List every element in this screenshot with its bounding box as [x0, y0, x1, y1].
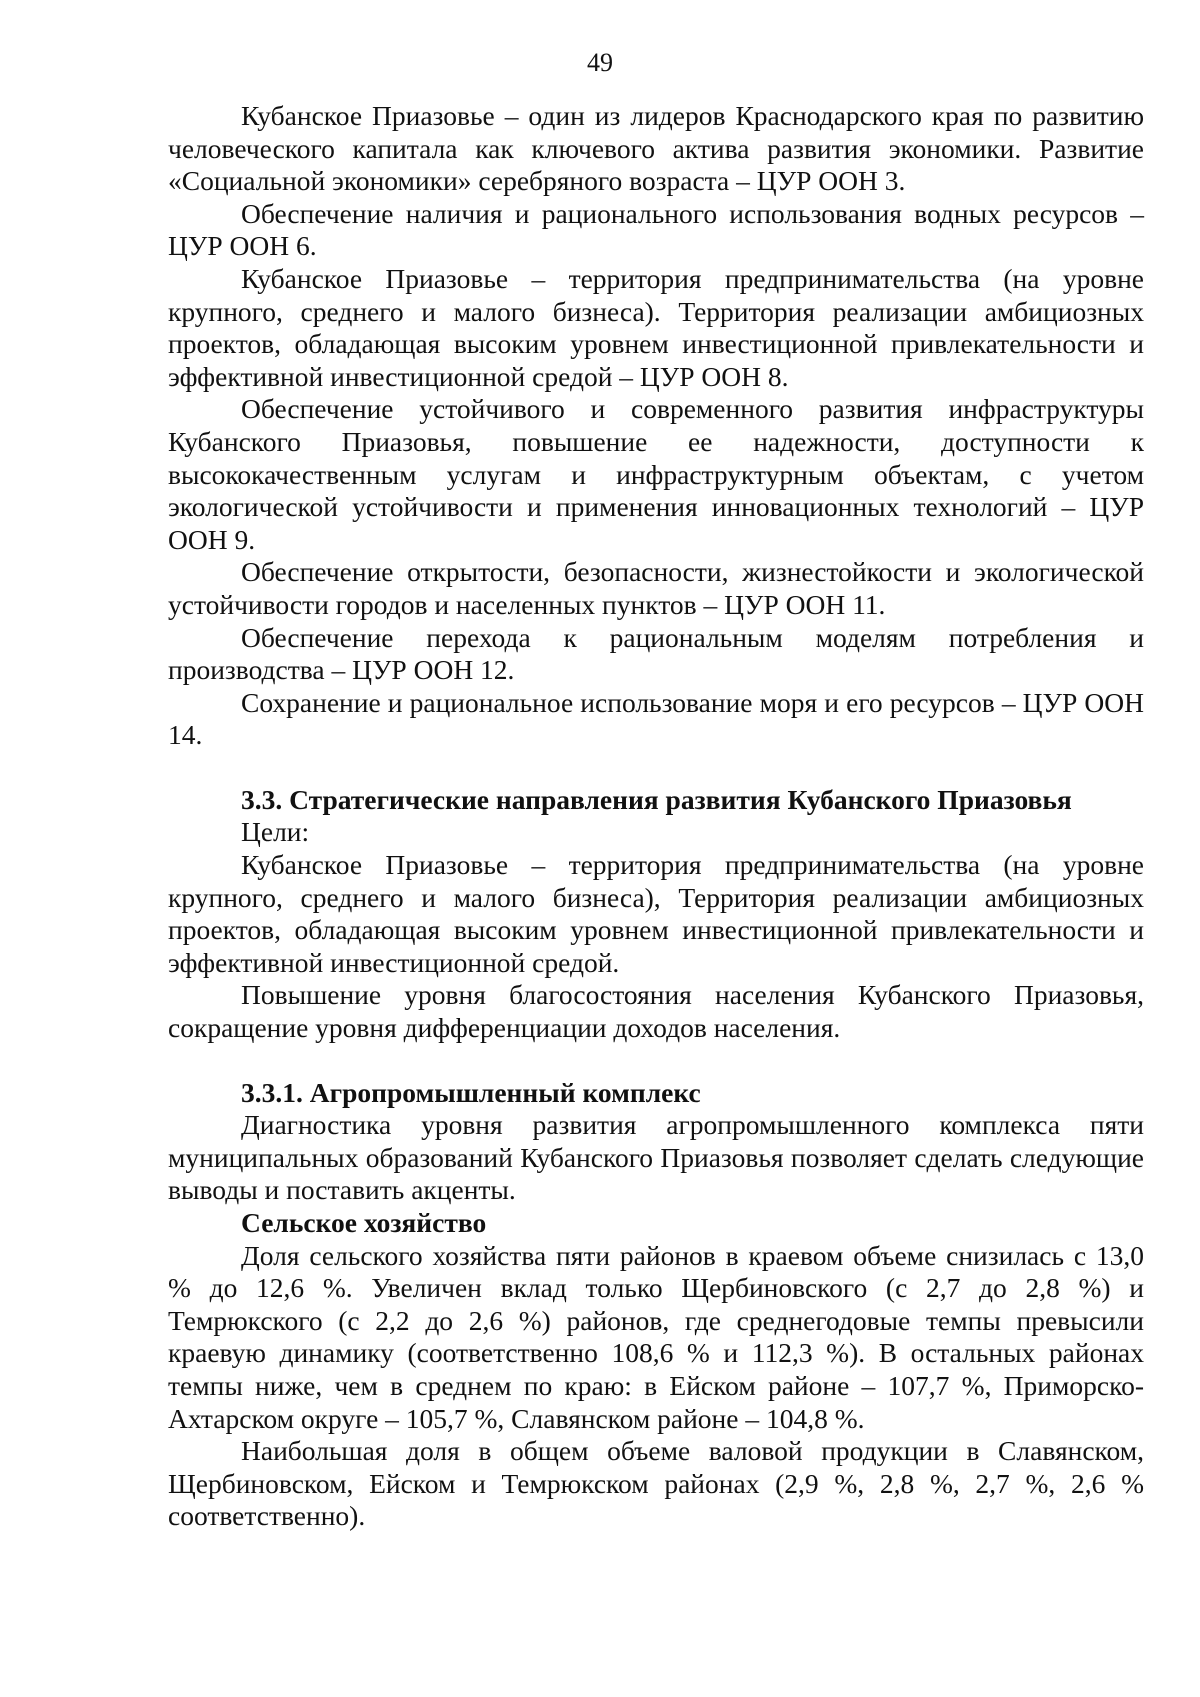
paragraph-human-capital: Кубанское Приазовье – один из лидеров Краснодарского края по развитию человеческого капитала как ключевого актива развития экономики. Развитие «Социальной экономики» серебряного возраста – ЦУР ООН 3. — [168, 100, 1144, 197]
paragraph-goal-entrepreneurship: Кубанское Приазовье – территория предпринимательства (на уровне крупного, среднего и малого бизнеса), Территория реализации амбициозных проектов, обладающая высоким уровнем инвестиционной привлекательности и эффективной инвестиционной средой. — [168, 849, 1144, 978]
page-body — [168, 100, 1144, 1533]
paragraph-sea-resources: Сохранение и рациональное использование моря и его ресурсов – ЦУР ООН 14. — [168, 686, 1144, 751]
paragraph-goal-welfare: Повышение уровня благосостояния населения Кубанского Приазовья, сокращение уровня дифференциации доходов населения. — [168, 979, 1144, 1044]
goals-label: Цели: — [241, 816, 310, 848]
paragraph-consumption: Обеспечение перехода к рациональным моделям потребления и производства – ЦУР ООН 12. — [168, 621, 1144, 686]
subheading-agriculture: Сельское хозяйство — [241, 1207, 487, 1238]
page-number: 49 — [587, 48, 613, 77]
section-heading-3-3: 3.3. Стратегические направления развития Кубанского Приазовья — [241, 783, 1072, 815]
paragraph-agriculture-share: Доля сельского хозяйства пяти районов в краевом объеме снизилась с 13,0 % до 12,6 %. Увеличен вклад только Щербиновского (с 2,7 до 2,8 %) и Темрюкского (с 2,2 до 2,6 %) районов, где среднегодовые темпы превысили краевую динамику (соответственно 108,6 % и 112,3 %). В остальных районах темпы ниже, чем в среднем по краю: в Ейском районе – 107,7 %, Приморско-Ахтарском округе – 105,7 %, Славянском районе – 104,8 %. — [168, 1239, 1144, 1434]
paragraph-infrastructure: Обеспечение устойчивого и современного развития инфраструктуры Кубанского Приазовья, повышение ее надежности, доступности к высококачественным услугам и инфраструктурным объектам, с учетом экологической устойчивости и применения инновационных технологий – ЦУР ООН 9. — [168, 393, 1144, 555]
paragraph-entrepreneurship: Кубанское Приазовье – территория предпринимательства (на уровне крупного, среднего и малого бизнеса). Территория реализации амбициозных проектов, обладающая высоким уровнем инвестиционной привлекательности и эффективной инвестиционной средой – ЦУР ООН 8. — [168, 262, 1144, 392]
section-heading-3-3-1: 3.3.1. Агропромышленный комплекс — [241, 1076, 701, 1108]
paragraph-cities: Обеспечение открытости, безопасности, жизнестойкости и экологической устойчивости городов и населенных пунктов – ЦУР ООН 11. — [168, 556, 1144, 620]
paragraph-agriculture-largest: Наибольшая доля в общем объеме валовой продукции в Славянском, Щербиновском, Ейском и Темрюкском районах (2,9 %, 2,8 %, 2,7 %, 2,6 % соответственно). — [168, 1435, 1144, 1532]
paragraph-agro-intro: Диагностика уровня развития агропромышленного комплекса пяти муниципальных образований Кубанского Приазовья позволяет сделать следующие выводы и поставить акценты. — [168, 1109, 1144, 1206]
paragraph-water-resources: Обеспечение наличия и рационального использования водных ресурсов – ЦУР ООН 6. — [168, 197, 1144, 262]
